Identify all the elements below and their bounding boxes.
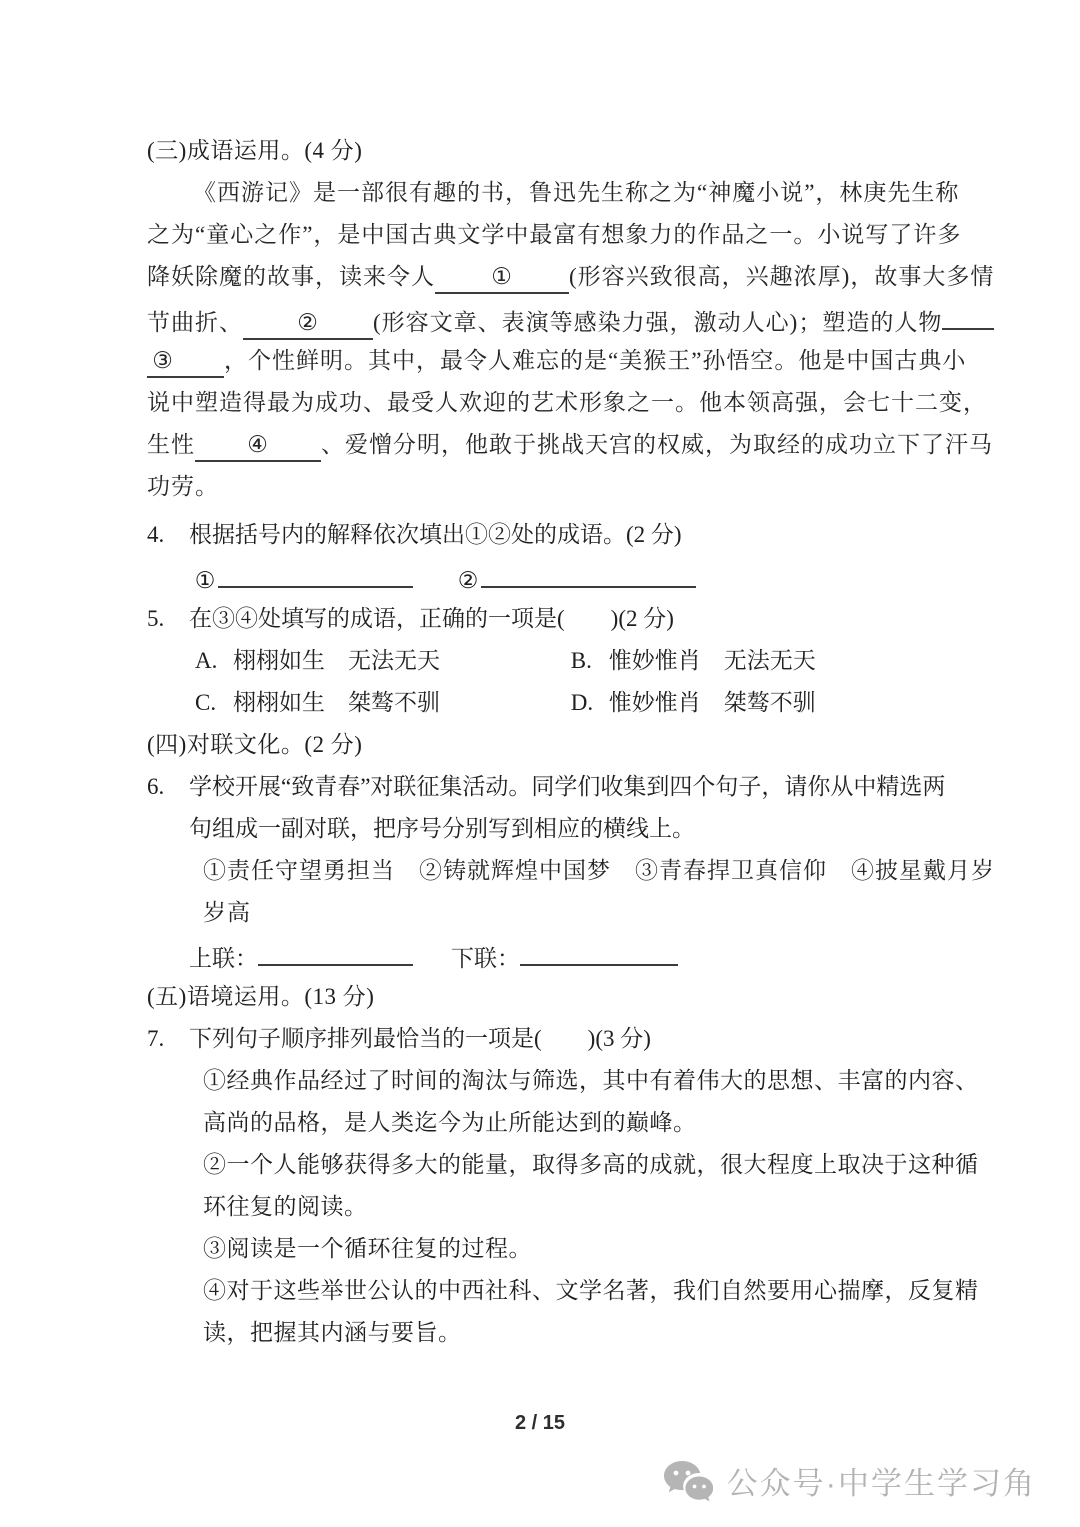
passage-line-7: 生性 ④ 、爱憎分明，他敢于挑战天宫的权威，为取经的成功立下了汗马 — [147, 424, 942, 466]
question-6-sentences-line-2: 岁高 — [203, 900, 251, 925]
q4-blank-1-label: ① — [194, 568, 216, 593]
passage-blank-2 — [243, 308, 373, 340]
passage — [147, 172, 995, 508]
question-7-sentence-1: ①经典作品经过了时间的淘汰与筛选，其中有着伟大的思想、丰富的内容、 — [203, 1068, 979, 1093]
passage-line-2: 之为“童心之作”，是中国古典文学中最富有想象力的作品之一。小说写了许多 — [147, 222, 962, 247]
question-4: 4. 根据括号内的解释依次填出①②处的成语。(2 分) — [147, 514, 942, 556]
question-4-number: 4. — [147, 522, 165, 547]
watermark — [663, 1458, 1036, 1503]
question-5-number: 5. — [147, 606, 165, 631]
passage-line-5: ③ ，个性鲜明。其中，最令人难忘的是“美猴王”孙悟空。他是中国古典小 — [147, 340, 942, 382]
page-number: 2 / 15 — [514, 1412, 566, 1434]
question-6-couplet-row — [147, 934, 942, 976]
passage-blank-4 — [195, 430, 321, 462]
section-3-heading: (三)成语运用。(4 分) — [147, 138, 363, 163]
circled-3: ③ — [152, 348, 174, 373]
passage-line-6: 说中塑造得最为成功、最受人欢迎的艺术形象之一。他本领高强，会七十二变， — [147, 390, 987, 415]
question-7-sentence-4-cont: 读，把握其内涵与要旨。 — [203, 1320, 462, 1345]
option-C: C. 栩栩如生 桀骜不驯 — [195, 682, 565, 724]
q4-blank-2-label: ② — [457, 568, 479, 593]
passage-blank-1 — [435, 262, 569, 294]
upper-couplet-label: 上联： — [189, 946, 258, 971]
passage-line-4: 节曲折、 ② (形容文章、表演等感染力强，激动人心)；塑造的人物 — [147, 298, 942, 340]
question-5-options-row-2 — [147, 682, 942, 724]
option-C-key: C. — [195, 690, 217, 715]
question-6-number: 6. — [147, 774, 165, 799]
lower-couplet-blank — [520, 934, 678, 966]
option-A-key: A. — [195, 648, 218, 673]
section-4-heading: (四)对联文化。(2 分) — [147, 732, 363, 757]
passage-line-3: 降妖除魔的故事，读来令人 ① (形容兴致很高，兴趣浓厚)，故事大多情 — [147, 256, 942, 298]
question-7-sentence-2-cont: 环往复的阅读。 — [203, 1194, 368, 1219]
passage-blank-3 — [147, 346, 224, 378]
section-5-heading: (五)语境运用。(13 分) — [147, 984, 375, 1009]
question-5: 5. 在③④处填写的成语，正确的一项是( )(2 分) — [147, 598, 942, 640]
q4-answer-blank-1 — [218, 556, 413, 588]
page-content — [147, 130, 995, 1354]
question-7-sentence-4: ④对于这些举世公认的中西社科、文学名著，我们自然要用心揣摩，反复精 — [203, 1278, 979, 1303]
circled-2: ② — [297, 310, 319, 335]
option-D-key: D. — [570, 690, 594, 715]
question-6-sentences-line-1: ①责任守望勇担当 ②铸就辉煌中国梦 ③青春捍卫真信仰 ④披星戴月岁 — [203, 858, 995, 883]
option-B-key: B. — [570, 648, 592, 673]
passage-line-1: 《西游记》是一部很有趣的书，鲁迅先生称之为“神魔小说”，林庚先生称 — [193, 180, 960, 205]
upper-couplet-blank — [258, 934, 413, 966]
lower-couplet-label: 下联： — [451, 946, 520, 971]
q4-answer-blank-2 — [481, 556, 696, 588]
question-4-answer-row — [147, 556, 942, 598]
circled-4: ④ — [247, 432, 269, 457]
watermark-text: 公众号·中学生学习角 — [726, 1466, 1036, 1501]
passage-line-8: 功劳。 — [147, 474, 219, 499]
question-7: 7. 下列句子顺序排列最恰当的一项是( )(3 分) — [147, 1018, 942, 1060]
option-A: A. 栩栩如生 无法无天 — [195, 640, 565, 682]
question-5-options-row-1 — [147, 640, 942, 682]
question-7-number: 7. — [147, 1026, 165, 1051]
question-6-line-1: 6. 学校开展“致青春”对联征集活动。同学们收集到四个句子，请你从中精选两 — [147, 766, 942, 808]
wechat-icon — [663, 1460, 713, 1502]
question-6-line-2: 句组成一副对联，把序号分别写到相应的横线上。 — [189, 816, 695, 841]
question-7-sentence-1-cont: 高尚的品格，是人类迄今为止所能达到的巅峰。 — [203, 1110, 697, 1135]
question-7-sentence-2: ②一个人能够获得多大的能量，取得多高的成就，很大程度上取决于这种循 — [203, 1152, 979, 1177]
circled-1: ① — [491, 264, 513, 289]
option-D: D. 惟妙惟肖 桀骜不驯 — [571, 690, 816, 715]
question-7-sentence-3: ③阅读是一个循环往复的过程。 — [203, 1236, 532, 1261]
option-B: B. 惟妙惟肖 无法无天 — [571, 648, 816, 673]
passage-blank-3-lead — [942, 298, 994, 330]
